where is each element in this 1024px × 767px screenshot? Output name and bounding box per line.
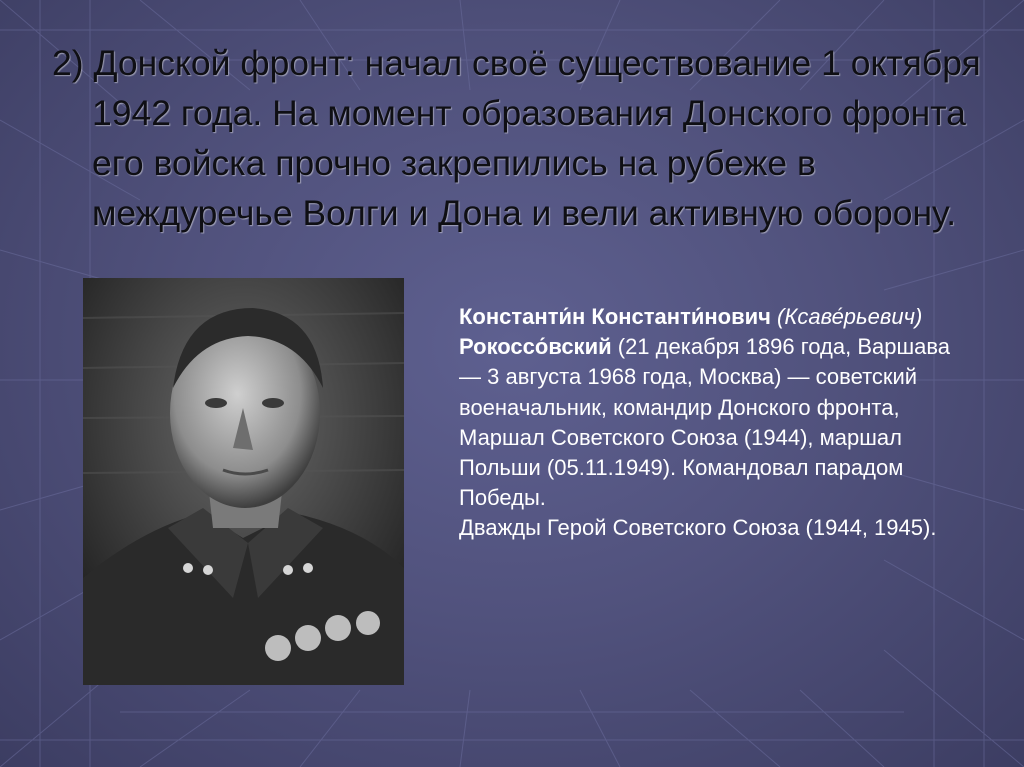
- bio-patronymic: (Ксаве́рьевич): [777, 304, 923, 329]
- heading-text: Донской фронт: начал своё существование 1 октября 1942 года. На момент образования Донского фронта его войска прочно закрепились на рубеже в междуречье Волги и Дона и вели активную оборону.: [92, 43, 981, 233]
- slide-heading: [52, 38, 1012, 238]
- bio-honors: Дважды Герой Советского Союза (1944, 1945).: [459, 515, 937, 541]
- bio-surname: Рокоссо́вский: [459, 334, 612, 360]
- bio-details: (21 декабря 1896 года, Варшава — 3 августа 1968 года, Москва) — советский военачальник, командир Донского фронта, Маршал Советского Союза (1944), маршал Польши (05.11.1949). Командовал парадом Победы.: [459, 334, 951, 511]
- portrait-photo: [83, 278, 404, 685]
- biography-text: [459, 302, 959, 544]
- bio-name: Константи́н Константи́нович: [459, 304, 771, 329]
- portrait-photo-icon: [83, 278, 404, 685]
- heading-number: 2): [52, 43, 84, 83]
- biography-main: [459, 302, 959, 513]
